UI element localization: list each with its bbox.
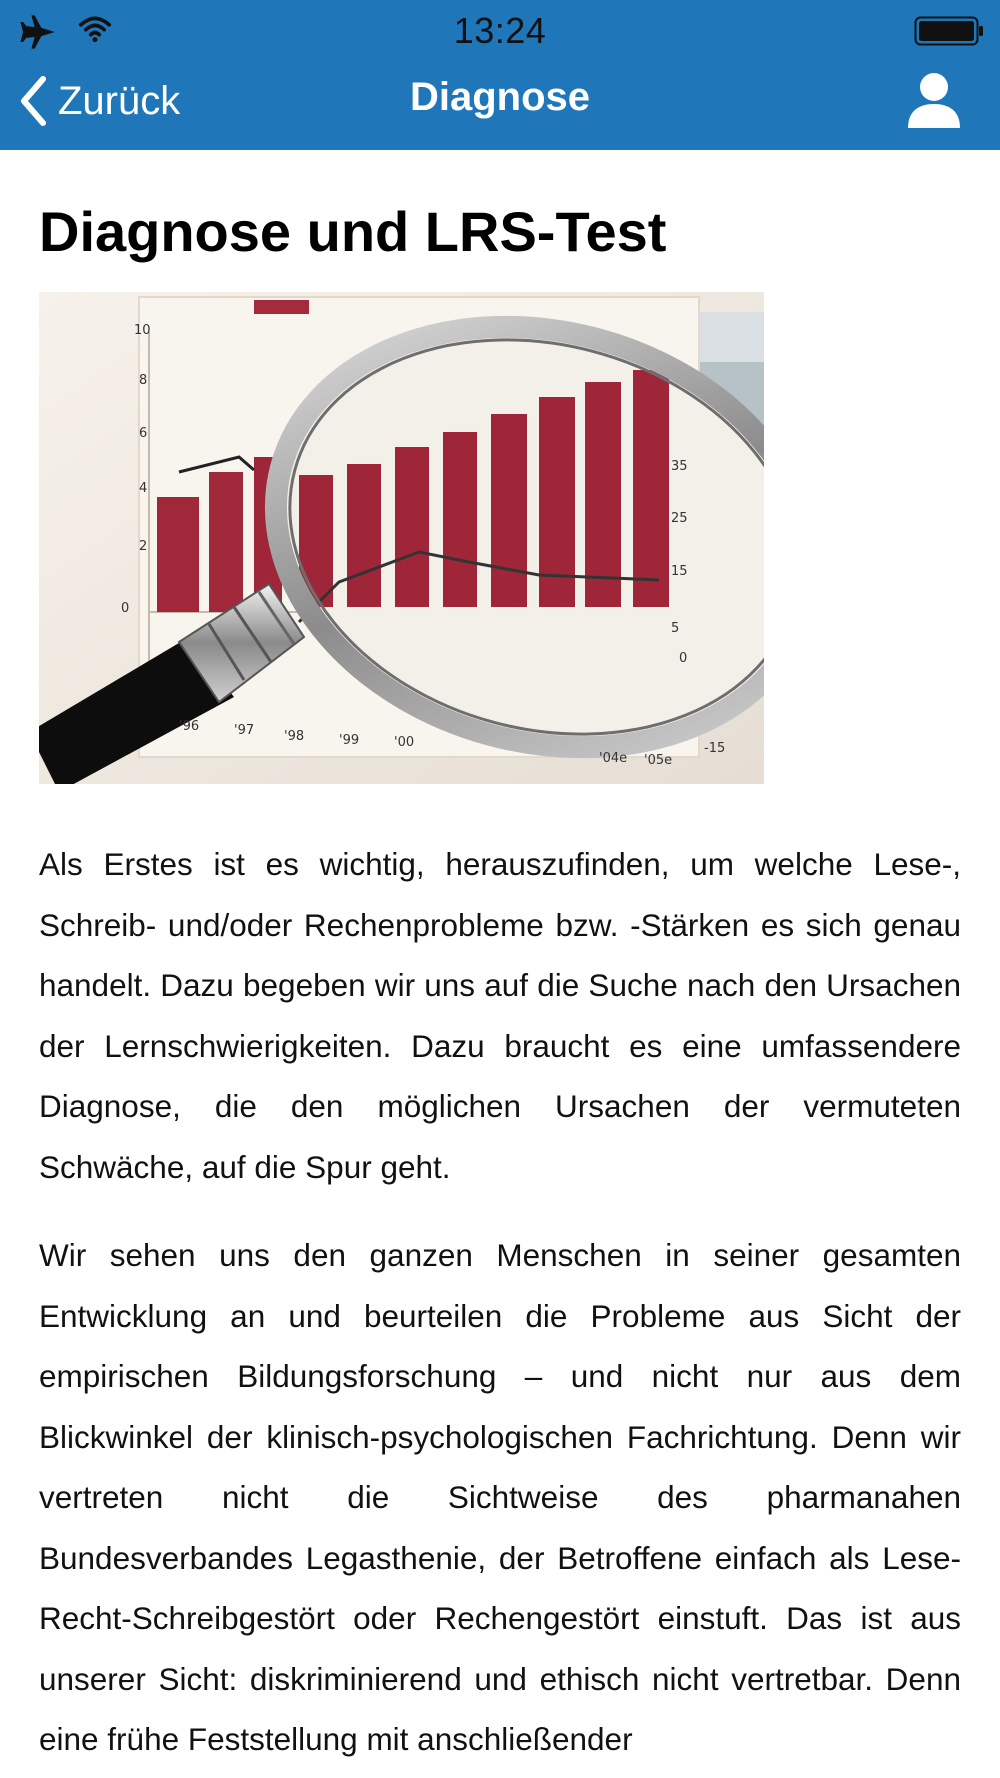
chart-axis-label: 4 [139, 481, 148, 496]
chart-right-label: 5 [671, 621, 680, 636]
status-time: 13:24 [453, 10, 547, 51]
magnifying-glass-chart-image [39, 292, 764, 784]
status-bar [0, 0, 1000, 62]
chart-axis-label: 8 [139, 373, 148, 388]
chart-right-label: 35 [671, 459, 688, 474]
body-paragraph: Wir sehen uns den ganzen Menschen in seiner gesamten Entwicklung an und beurteilen die Probleme aus Sicht der empirischen Bildungsforschung – und nicht nur aus dem Blickwinkel der klinisch-psychologischen Fachrichtung. Denn wir vertreten nicht die Sichtweise des pharmanahen Bundesverbandes Legasthenie, der Betroffene einfach als Lese-Recht-Schreibgestört oder Rechengestört einstuft. Das ist aus unserer Sicht: diskriminierend und ethisch nicht vertretbar. Denn eine frühe Feststellung mit anschließender [39, 1237, 961, 1757]
nav-title: Diagnose [409, 75, 591, 119]
user-icon[interactable] [906, 70, 962, 130]
hero-image [39, 292, 764, 784]
app-header [0, 0, 1000, 150]
chart-axis-label: 2 [139, 539, 148, 554]
chart-year-label: '05e [644, 753, 673, 768]
chart-right-label: 0 [679, 651, 688, 666]
chart-right-label: 25 [671, 511, 688, 526]
chart-year-label: '99 [339, 733, 360, 748]
chart-axis-label: 10 [134, 323, 151, 338]
chart-year-label: '96 [179, 719, 200, 734]
chart-year-label: '98 [284, 729, 305, 744]
back-button-label: Zurück [58, 78, 181, 123]
chart-right-label: 15 [671, 564, 688, 579]
battery-icon [914, 16, 984, 46]
chart-axis-label: 0 [121, 601, 130, 616]
chart-year-label: '04e [599, 751, 628, 766]
chart-right-label: -15 [704, 741, 726, 756]
content-area [39, 150, 961, 1770]
navigation-bar [0, 62, 1000, 150]
chart-axis-label: 6 [139, 426, 148, 441]
body-paragraph: Als Erstes ist es wichtig, herauszufinden, um welche Lese-, Schreib- und/oder Rechenprobleme bzw. -Stärken es sich genau handelt. Dazu begeben wir uns auf die Suche nach den Ursachen der Lernschwierigkeiten. Dazu braucht es eine umfassendere Diagnose, die den möglichen Ursachen der vermuteten Schwäche, auf die Spur geht. [39, 846, 961, 1185]
chart-year-label: '00 [394, 735, 415, 750]
page-title: Diagnose und LRS-Test [39, 200, 667, 263]
chart-year-label: '97 [234, 723, 255, 738]
